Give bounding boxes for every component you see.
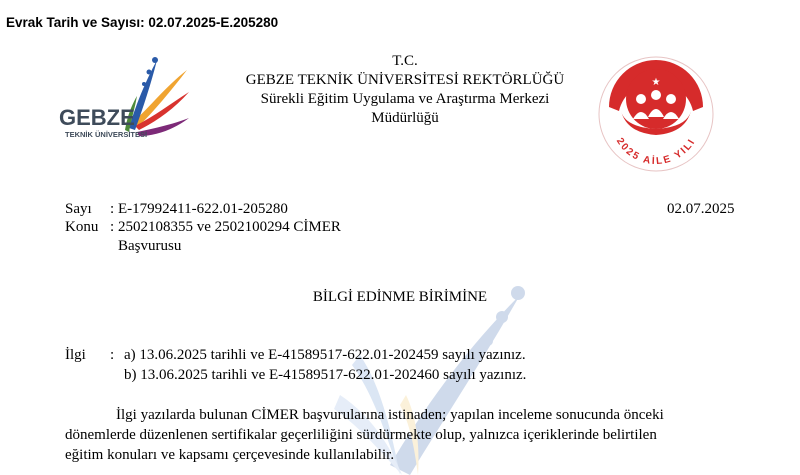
ilgi-item-b: b) 13.06.2025 tarihli ve E-41589517-622.01-202460 sayılı yazınız.	[124, 367, 527, 383]
letterhead-center: Sürekli Eğitim Uygulama ve Araştırma Merkezi	[260, 91, 550, 107]
ilgi-item-a: a) 13.06.2025 tarihli ve E-41589517-622.01-202459 sayılı yazınız.	[124, 347, 526, 363]
document-date: 02.07.2025	[667, 201, 735, 217]
letterhead-university: GEBZE TEKNİK ÜNİVERSİTESİ REKTÖRLÜĞÜ	[245, 72, 565, 88]
family-year-text: 2025 AİLE YILI	[613, 136, 699, 168]
recipient-title: BİLGİ EDİNME BİRİMİNE	[312, 289, 488, 305]
document-date-number: Evrak Tarih ve Sayısı: 02.07.2025-E.205280	[6, 15, 279, 30]
konu-value-line2: Başvurusu	[118, 238, 182, 254]
konu-colon: :	[110, 219, 115, 235]
konu-label: Konu	[65, 219, 99, 235]
family-year-logo	[597, 55, 715, 173]
letterhead-tc: T.C.	[392, 53, 418, 69]
gtu-logo-name: GEBZE	[59, 105, 135, 130]
sayi-value: E-17992411-622.01-205280	[118, 201, 288, 217]
body-line-1: İlgi yazılarda bulunan CİMER başvurularına istinaden; yapılan inceleme sonucunda önceki	[116, 407, 664, 423]
gtu-logo-sub: TEKNİK ÜNİVERSİTESİ	[65, 130, 148, 139]
body-line-2: dönemlerde düzenlenen sertifikalar geçerliliğini sürdürmekte olup, yalnızca içeriklerinde belirtilen	[65, 427, 657, 443]
gtu-logo	[55, 52, 195, 142]
ilgi-label: İlgi	[65, 347, 86, 363]
body-line-3: eğitim konuları ve kapsamı çerçevesinde kullanılabilir.	[65, 447, 395, 463]
konu-value-line1: 2502108355 ve 2502100294 CİMER	[118, 219, 341, 235]
letterhead	[210, 52, 600, 128]
body-paragraph	[65, 405, 740, 465]
sayi-label: Sayı	[65, 201, 92, 217]
svg-text:★: ★	[651, 77, 661, 88]
sayi-colon: :	[110, 201, 115, 217]
ilgi-colon: :	[110, 347, 115, 363]
letterhead-directorate: Müdürlüğü	[371, 110, 439, 126]
